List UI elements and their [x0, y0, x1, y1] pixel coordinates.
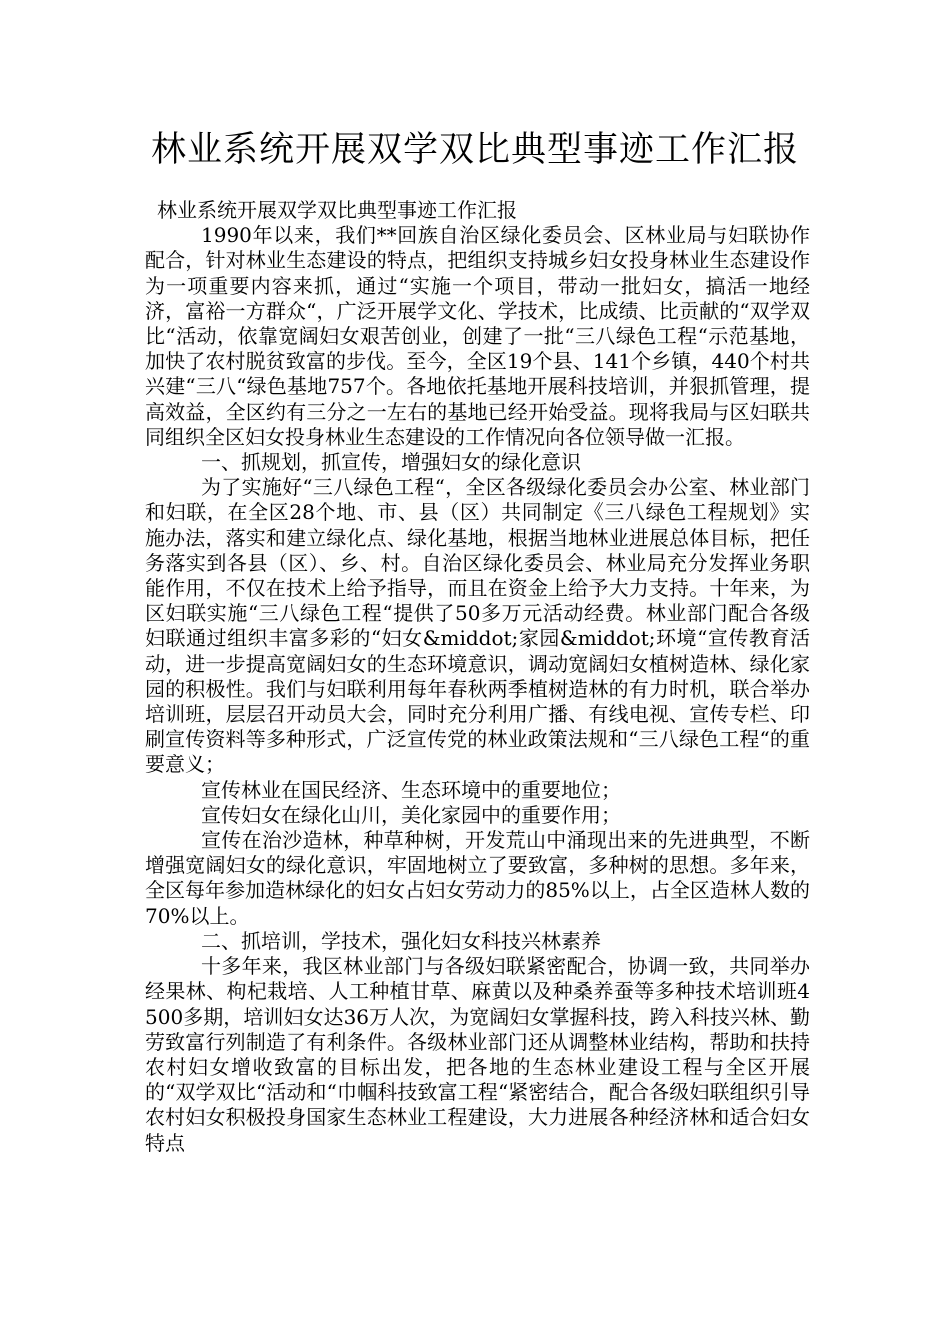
paragraph-promo-1: 宣传林业在国民经济、生态环境中的重要地位；: [201, 777, 621, 802]
paragraph-section-2: 十多年来，我区林业部门与各级妇联紧密配合，协调一致，共同举办经果林、枸杞栽培、人工种植甘草、麻黄以及种桑养蚕等多种技术培训班4500多期，培训妇女达36万人次，为宽阔妇女掌握科技，跨入科技兴林、勤劳致富行列制造了有利条件。各级林业部门还从调整林业结构，帮助和扶持农村妇女增收致富的目标出发，把各地的生态林业建设工程与全区开展的“双学双比“活动和“巾帼科技致富工程“紧密结合，配合各级妇联组织引导农村妇女积极投身国家生态林业工程建设，大力进展各种经济林和适合妇女特点: [145, 954, 810, 1155]
paragraph-section-1: 为了实施好“三八绿色工程“，全区各级绿化委员会办公室、林业部门和妇联，在全区28个地、市、县（区）共同制定《三八绿色工程规划》实施办法，落实和建立绿化点、绿化基地，根据当地林业进展总体目标，把任务落实到各县（区）、乡、村。自治区绿化委员会、林业局充分发挥业务职能作用，不仅在技术上给予指导，而且在资金上给予大力支持。十年来，为区妇联实施“三八绿色工程“提供了50多万元活动经费。林业部门配合各级妇联通过组织丰富多彩的“妇女&middot;家园&middot;环境“宣传教育活动，进一步提高宽阔妇女的生态环境意识，调动宽阔妇女植树造林、绿化家园的积极性。我们与妇联利用每年春秋两季植树造林的有力时机，联合举办培训班，层层召开动员大会，同时充分利用广播、有线电视、宣传专栏、印刷宣传资料等多种形式，广泛宣传党的林业政策法规和“三八绿色工程“的重要意义；: [145, 475, 810, 777]
document-body: [145, 198, 810, 1156]
section-heading-2: 二、抓培训，学技术，强化妇女科技兴林素养: [201, 928, 601, 953]
paragraph-promo-3: 宣传在治沙造林，种草种树，开发荒山中涌现出来的先进典型，不断增强宽阔妇女的绿化意识，牢固地树立了要致富，多种树的思想。多年来，全区每年参加造林绿化的妇女占妇女劳动力的85%以上，占全区造林人数的70%以上。: [145, 828, 810, 928]
paragraph-promo-2: 宣传妇女在绿化山川，美化家园中的重要作用；: [201, 802, 621, 827]
document-title: 林业系统开展双学双比典型事迹工作汇报: [150, 130, 799, 170]
paragraph-intro: 1990年以来，我们**回族自治区绿化委员会、区林业局与妇联协作配合，针对林业生态建设的特点，把组织支持城乡妇女投身林业生态建设作为一项重要内容来抓，通过“实施一个项目，带动一批妇女，搞活一地经济，富裕一方群众“，广泛开展学文化、学技术，比成绩、比贡献的“双学双比“活动，依靠宽阔妇女艰苦创业，创建了一批“三八绿色工程“示范基地，加快了农村脱贫致富的步伐。至今，全区19个县、141个乡镇，440个村共兴建“三八“绿色基地757个。各地依托基地开展科技培训，并狠抓管理，提高效益，全区约有三分之一左右的基地已经开始受益。现将我局与区妇联共同组织全区妇女投身林业生态建设的工作情况向各位领导做一汇报。: [145, 223, 810, 449]
section-heading-1: 一、抓规划，抓宣传，增强妇女的绿化意识: [201, 450, 581, 475]
document-subtitle: 林业系统开展双学双比典型事迹工作汇报: [157, 198, 517, 222]
